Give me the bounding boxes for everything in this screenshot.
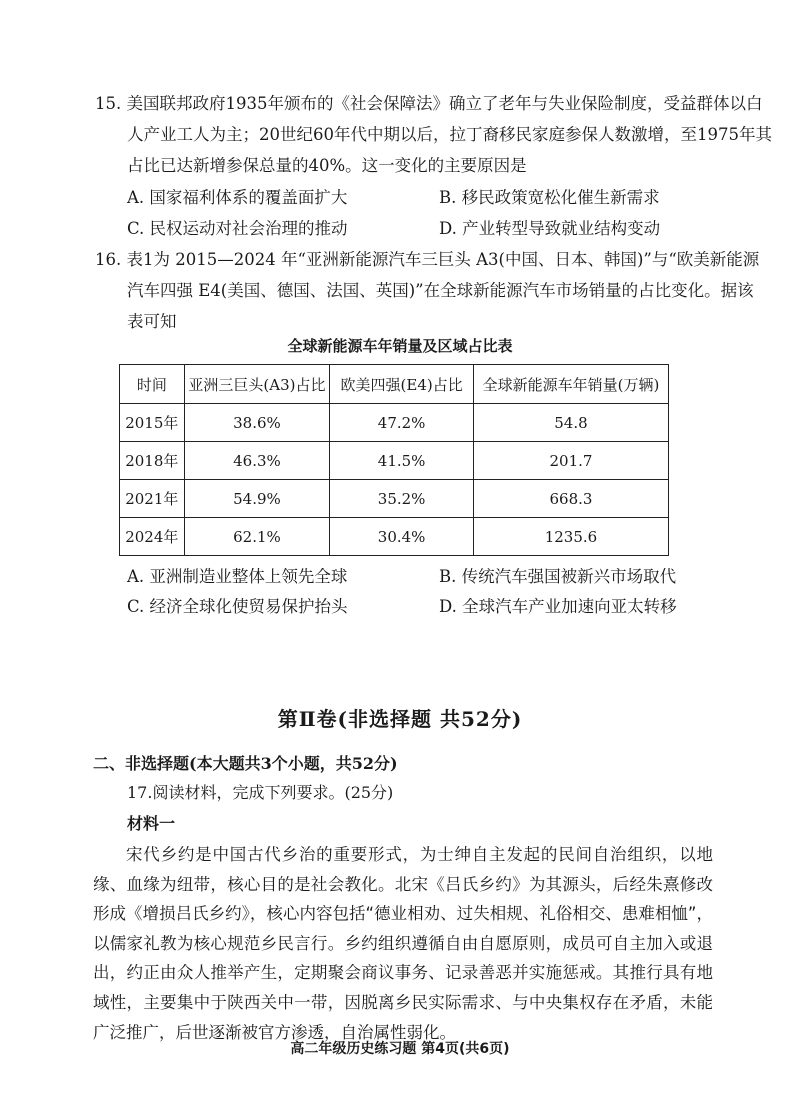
table-header-cell: 全球新能源车年销量(万辆) [473, 365, 668, 404]
q16-option-a[interactable]: A. 亚洲制造业整体上领先全球 [127, 567, 348, 586]
q16-option-b[interactable]: B. 传统汽车强国被新兴市场取代 [439, 567, 677, 586]
q15-stem-line-2: 人产业工人为主；20世纪60年代中期以后，拉丁裔移民家庭参保人数激增，至1975年其 [127, 125, 772, 144]
table-cell: 54.9% [184, 480, 330, 518]
material-paragraph: 宋代乡约是中国古代乡治的重要形式，为士绅自主发起的民间自治组织，以地缘、血缘为纽带，核心目的是社会教化。北宋《吕氏乡约》为其源头，后经朱熹修改形成《增损吕氏乡约》，核心内容包括“德业相劝、过失相规、礼俗相交、患难相恤”，以儒家礼教为核心规范乡民言行。乡约组织遵循自由自愿原则，成员可自主加入或退出，约正由众人推举产生，定期聚会商议事务、记录善恶并实施惩戒。其推行具有地域性，主要集中于陕西关中一带，因脱离乡民实际需求、与中央集权存在矛盾，未能广泛推广，后世逐渐被官方渗透，自治属性弱化。 [93, 845, 713, 1042]
table-cell: 2015年 [120, 404, 185, 442]
q15-stem-line-3: 占比已达新增参保总量的40%。这一变化的主要原因是 [127, 156, 527, 175]
table-cell: 2018年 [120, 442, 185, 480]
table-row [120, 442, 669, 480]
table-cell: 201.7 [473, 442, 668, 480]
q16-stem-line-2: 汽车四强 E4(美国、德国、法国、英国)”在全球新能源汽车市场销量的占比变化。据该 [127, 281, 754, 300]
table-cell: 2021年 [120, 480, 185, 518]
sales-share-table [119, 364, 669, 556]
table-cell: 1235.6 [473, 518, 668, 556]
table-cell: 30.4% [330, 518, 474, 556]
table-row [120, 480, 669, 518]
table-cell: 47.2% [330, 404, 474, 442]
q15-option-b[interactable]: B. 移民政策宽松化催生新需求 [439, 188, 660, 207]
table-cell: 668.3 [473, 480, 668, 518]
section-title: 第Ⅱ卷(非选择题 共52分) [277, 707, 523, 731]
table-header-cell: 亚洲三巨头(A3)占比 [184, 365, 330, 404]
table-row [120, 518, 669, 556]
table-header-row [120, 365, 669, 404]
q15-option-a[interactable]: A. 国家福利体系的覆盖面扩大 [127, 188, 348, 207]
table-cell: 54.8 [473, 404, 668, 442]
q16-option-c[interactable]: C. 经济全球化使贸易保护抬头 [127, 597, 348, 616]
table-cell: 38.6% [184, 404, 330, 442]
table-cell: 62.1% [184, 518, 330, 556]
table-header-cell: 时间 [120, 365, 185, 404]
q15-option-d[interactable]: D. 产业转型导致就业结构变动 [439, 219, 661, 238]
q16-stem-line-1: 16. 表1为 2015—2024 年“亚洲新能源汽车三巨头 A3(中国、日本、韩国)”与“欧美新能源 [95, 250, 760, 269]
table-header-cell: 欧美四强(E4)占比 [330, 365, 474, 404]
part-heading: 二、非选择题(本大题共3个小题，共52分) [93, 754, 398, 773]
table-cell: 41.5% [330, 442, 474, 480]
table-cell: 46.3% [184, 442, 330, 480]
q15-stem-line-1: 15. 美国联邦政府1935年颁布的《社会保障法》确立了老年与失业保险制度，受益群体以白 [95, 94, 763, 113]
page-footer: 高二年级历史练习题 第4页(共6页) [290, 1041, 510, 1057]
table-row [120, 404, 669, 442]
q16-stem-line-3: 表可知 [127, 312, 177, 331]
q17-prompt: 17.阅读材料，完成下列要求。(25分) [127, 783, 394, 802]
table-cell: 2024年 [120, 518, 185, 556]
table-title: 全球新能源车年销量及区域占比表 [287, 337, 513, 355]
table-cell: 35.2% [330, 480, 474, 518]
q16-option-d[interactable]: D. 全球汽车产业加速向亚太转移 [439, 597, 677, 616]
material-heading: 材料一 [127, 814, 176, 833]
q15-option-c[interactable]: C. 民权运动对社会治理的推动 [127, 219, 348, 238]
